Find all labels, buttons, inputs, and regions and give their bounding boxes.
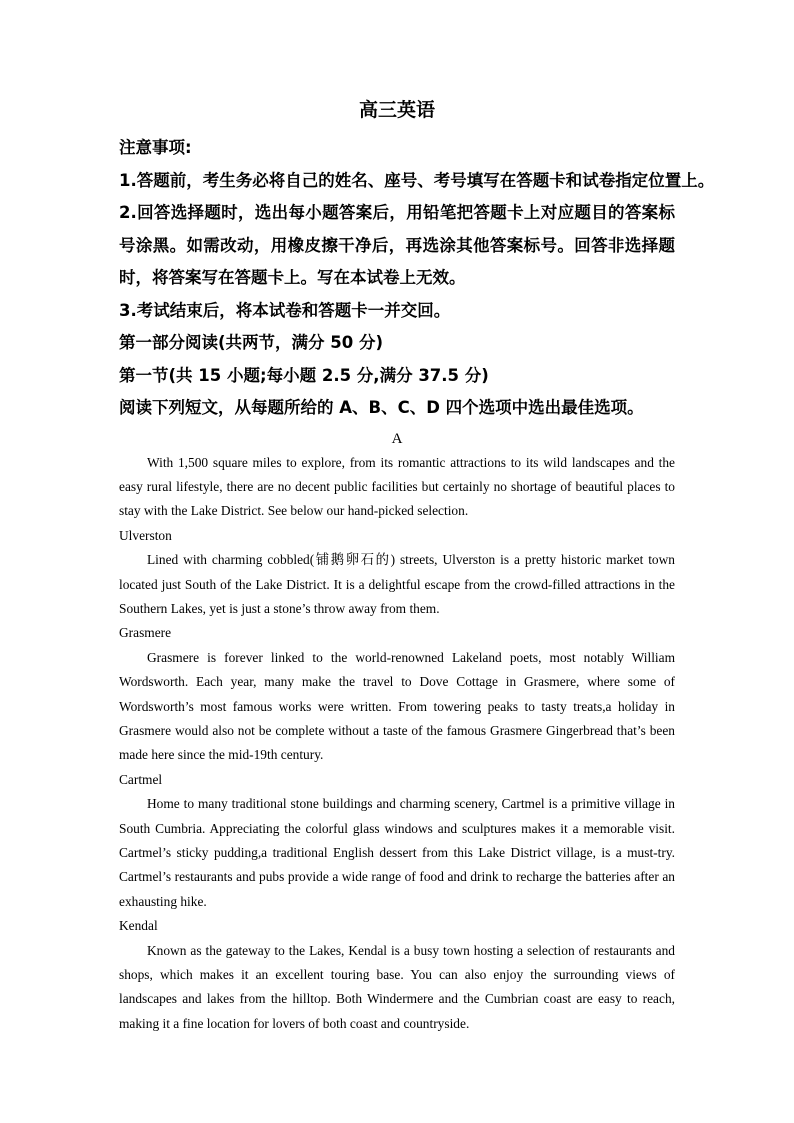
place-text-kendal: Known as the gateway to the Lakes, Kendal is a busy town hosting a selection of restaurants and shops, which makes it an excellent touring base. You can also enjoy the surrounding views of landscapes and lakes from the hilltop. Both Windermere and the Cumbrian coast are easy to reach, making it a fine location for lovers of both coast and countryside. <box>119 942 675 1031</box>
notice-item-3: 3.考试结束后，将本试卷和答题卡一并交回。 <box>119 300 451 320</box>
place-name-ulverston: Ulverston <box>119 527 172 543</box>
passage-intro: With 1,500 square miles to explore, from its romantic attractions to its wild landscapes and the easy rural lifestyle, there are no decent public facilities but certainly no shortage of beautiful places to stay with the Lake District. See below our hand-picked selection. <box>119 454 675 519</box>
place-name-cartmel: Cartmel <box>119 771 163 787</box>
place-name-kendal: Kendal <box>119 918 158 934</box>
place-text-ulverston: Lined with charming cobbled(铺鹅卵石的) streets, Ulverston is a pretty historic market town located just South of the Lake District. It is a delightful escape from the crowd-filled attractions in the Southern Lakes, yet is just a stone’s throw away from them. <box>119 552 675 616</box>
notice-item-1: 1.答题前，考生务必将自己的姓名、座号、考号填写在答题卡和试卷指定位置上。 <box>119 170 715 190</box>
part-heading: 第一部分阅读(共两节，满分 50 分) <box>119 333 384 352</box>
exam-page <box>119 96 715 1036</box>
page-title: 高三英语 <box>358 99 435 121</box>
place-text-grasmere: Grasmere is forever linked to the world-renowned Lakeland poets, most notably William Wordsworth. Each year, many make the travel to Dove Cottage in Grasmere, where some of Wordsworth’s most famous works were written. From towering peaks to tasty treats,a holiday in Grasmere would also not be complete without a taste of the famous Grasmere Gingerbread that’s been made here since the mid-19th century. <box>119 649 675 763</box>
place-text-cartmel: Home to many traditional stone buildings and charming scenery, Cartmel is a primitive village in South Cumbria. Appreciating the colorful glass windows and sculptures makes it a memorable visit. Cartmel’s sticky pudding,a traditional English dessert from this Lake District village, is a must-try. Cartmel’s restaurants and pubs provide a wide range of food and drink to recharge the batteries after an exhausting hike. <box>119 796 675 909</box>
passage-body <box>119 451 675 1037</box>
passage-letter: A <box>391 430 403 447</box>
directions: 阅读下列短文，从每题所给的 A、B、C、D 四个选项中选出最佳选项。 <box>119 398 644 417</box>
section-heading: 第一节(共 15 小题;每小题 2.5 分,满分 37.5 分) <box>119 365 489 385</box>
notice-heading: 注意事项: <box>119 138 192 157</box>
place-name-grasmere: Grasmere <box>119 625 172 641</box>
notice-item-2: 2.回答选择题时，选出每小题答案后，用铅笔把答题卡上对应题目的答案标号涂黑。如需改动，用橡皮擦干净后，再选涂其他答案标号。回答非选择题时，将答案写在答题卡上。写在本试卷上无效。 <box>119 203 675 287</box>
